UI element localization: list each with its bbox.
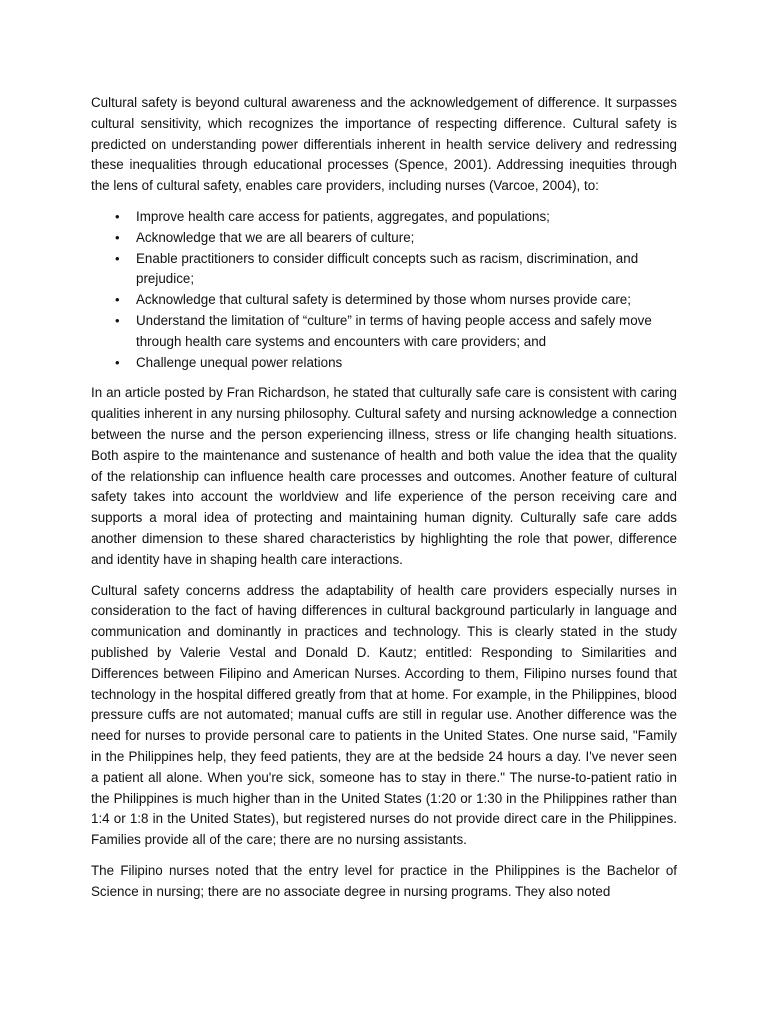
- document-page: [91, 93, 677, 912]
- paragraph-entry-level-practice: The Filipino nurses noted that the entry level for practice in the Philippines is the Bachelor of Science in nursing; there are no associate degree in nursing programs. They also noted: [91, 862, 677, 899]
- list-item: [91, 353, 677, 374]
- list-item: [91, 311, 677, 353]
- list-item-text: Acknowledge that cultural safety is determined by those whom nurses provide care;: [136, 292, 631, 308]
- bullet-icon: •: [115, 312, 120, 328]
- list-item: [91, 228, 677, 249]
- paragraph-filipino-american-nurses: Cultural safety concerns address the adaptability of health care providers especially nurses in consideration to the fact of having differences in cultural background particularly in language and communication and dominantly in practices and technology. This is clearly stated in the study published by Valerie Vestal and Donald D. Kautz; entitled: Responding to Similarities and Differences between Filipino and American Nurses. According to them, Filipino nurses found that technology in the hospital differed greatly from that at home. For example, in the Philippines, blood pressure cuffs are not automated; manual cuffs are still in regular use. Another difference was the need for nurses to provide personal care to patients in the United States. One nurse said, "Family in the Philippines help, they feed patients, they are at the bedside 24 hours a day. I've never seen a patient all alone. When you're sick, someone has to stay in there." The nurse-to-patient ratio in the Philippines is much higher than in the United States (1:20 or 1:30 in the Philippines rather than 1:4 or 1:8 in the United States), but registered nurses do not provide direct care in the Philippines. Families provide all of the care; there are no nursing assistants.: [91, 582, 677, 848]
- bullet-icon: •: [115, 354, 120, 370]
- list-item-text: Improve health care access for patients, aggregates, and populations;: [136, 208, 550, 224]
- bullet-icon: •: [115, 292, 120, 308]
- bullet-icon: •: [115, 208, 120, 224]
- list-item: [91, 207, 677, 228]
- paragraph-richardson-article: In an article posted by Fran Richardson, he stated that culturally safe care is consistent with caring qualities inherent in any nursing philosophy. Cultural safety and nursing acknowledge a connection between the nurse and the person experiencing illness, stress or life changing health situations. Both aspire to the maintenance and sustenance of health and both value the idea that the quality of the relationship can influence health care processes and outcomes. Another feature of cultural safety takes into account the worldview and life experience of the person receiving care and supports a moral idea of protecting and maintaining human dignity. Culturally safe care adds another dimension to these shared characteristics by highlighting the role that power, difference and identity have in shaping health care interactions.: [91, 385, 677, 567]
- list-item-text: Challenge unequal power relations: [136, 354, 343, 370]
- list-item: [91, 290, 677, 311]
- list-item: [91, 249, 677, 291]
- list-item-text: Acknowledge that we are all bearers of culture;: [136, 229, 415, 245]
- bullet-icon: •: [115, 229, 120, 245]
- list-item-text: Understand the limitation of “culture” in terms of having people access and safely move through health care systems and encounters with care providers; and: [136, 312, 652, 349]
- list-item-text: Enable practitioners to consider difficult concepts such as racism, discrimination, and prejudice;: [136, 250, 639, 287]
- bullet-icon: •: [115, 250, 120, 266]
- paragraph-cultural-safety-intro: Cultural safety is beyond cultural awareness and the acknowledgement of difference. It surpasses cultural sensitivity, which recognizes the importance of respecting difference. Cultural safety is predicted on understanding power differentials inherent in health service delivery and redressing these inequalities through educational processes (Spence, 2001). Addressing inequities through the lens of cultural safety, enables care providers, including nurses (Varcoe, 2004), to:: [91, 95, 677, 194]
- bullet-list: [91, 207, 677, 373]
